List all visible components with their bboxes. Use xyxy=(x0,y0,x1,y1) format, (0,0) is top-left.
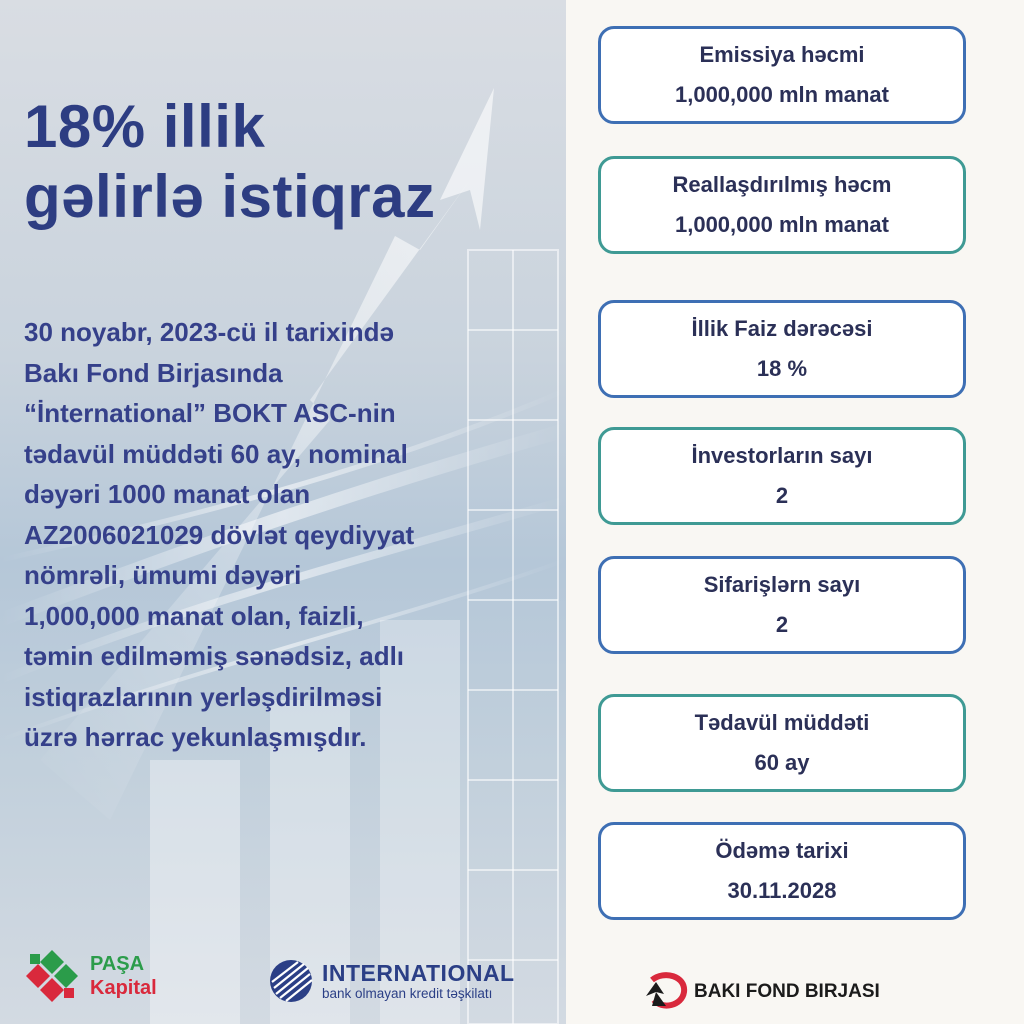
card-value: 60 ay xyxy=(754,750,810,775)
card-payment-date xyxy=(598,822,966,920)
card-realized-volume xyxy=(598,156,966,254)
card-annual-interest-rate xyxy=(598,300,966,398)
bfb-logo-icon xyxy=(642,972,688,1012)
pasa-logo-line-2: Kapital xyxy=(90,977,157,999)
international-logo-name: INTERNATIONAL xyxy=(322,960,515,986)
card-label: Sifarişlərn sayı xyxy=(703,572,861,597)
text-line: “İnternational” BOKT ASC-nin xyxy=(24,398,396,428)
card-value: 30.11.2028 xyxy=(727,878,837,903)
text-line: AZ2006021029 dövlət qeydiyyat xyxy=(24,519,415,550)
text-line: tədavül müddəti 60 ay, nominal xyxy=(24,438,408,469)
international-logo xyxy=(268,958,515,1004)
pasa-kapital-logo-icon xyxy=(24,948,80,1004)
card-label: Emissiya həcmi xyxy=(699,42,865,67)
announcement-text xyxy=(24,312,544,758)
pasa-logo-line-1: PAŞA xyxy=(90,953,145,975)
text-line: Bakı Fond Birjasında xyxy=(24,357,283,388)
card-value: 1,000,000 mln manat xyxy=(674,82,889,107)
card-value: 1,000,000 mln manat xyxy=(674,212,889,237)
text-line: 1,000,000 manat olan, faizli, xyxy=(24,600,364,631)
text-line: təmin edilməmiş sənədsiz, adlı xyxy=(24,641,405,671)
text-line: dəyəri 1000 manat olan xyxy=(24,479,311,509)
card-order-count xyxy=(598,556,966,654)
card-label: İnvestorların sayı xyxy=(691,443,873,468)
card-investor-count xyxy=(598,427,966,525)
card-label: Tədavül müddəti xyxy=(694,710,870,735)
bfb-logo xyxy=(642,972,880,1012)
text-line: üzrə hərrac yekunlaşmışdır. xyxy=(24,722,367,752)
card-value: 2 xyxy=(775,483,789,508)
headline-line-2: gəlirlə istiqraz xyxy=(24,163,436,230)
text-line: 30 noyabr, 2023-cü il tarixində xyxy=(24,317,394,347)
card-value: 2 xyxy=(775,612,789,637)
card-label: İllik Faiz dərəcəsi xyxy=(691,316,873,341)
international-globe-icon xyxy=(268,958,314,1004)
headline xyxy=(24,92,435,232)
card-label: Reallaşdırılmış həcm xyxy=(672,172,892,197)
bfb-logo-name: BAKI FOND BIRJASI xyxy=(694,981,880,1002)
card-label: Ödəmə tarixi xyxy=(715,838,849,863)
text-line: nömrəli, ümumi dəyəri xyxy=(24,560,302,590)
card-emission-volume xyxy=(598,26,966,124)
card-circulation-period xyxy=(598,694,966,792)
international-logo-subtitle: bank olmayan kredit təşkilatı xyxy=(322,986,493,1001)
headline-line-1: 18% illik xyxy=(24,93,266,160)
card-value: 18 % xyxy=(756,356,808,381)
text-line: istiqrazlarının yerləşdirilməsi xyxy=(24,681,383,712)
pasa-kapital-logo xyxy=(24,948,157,1004)
